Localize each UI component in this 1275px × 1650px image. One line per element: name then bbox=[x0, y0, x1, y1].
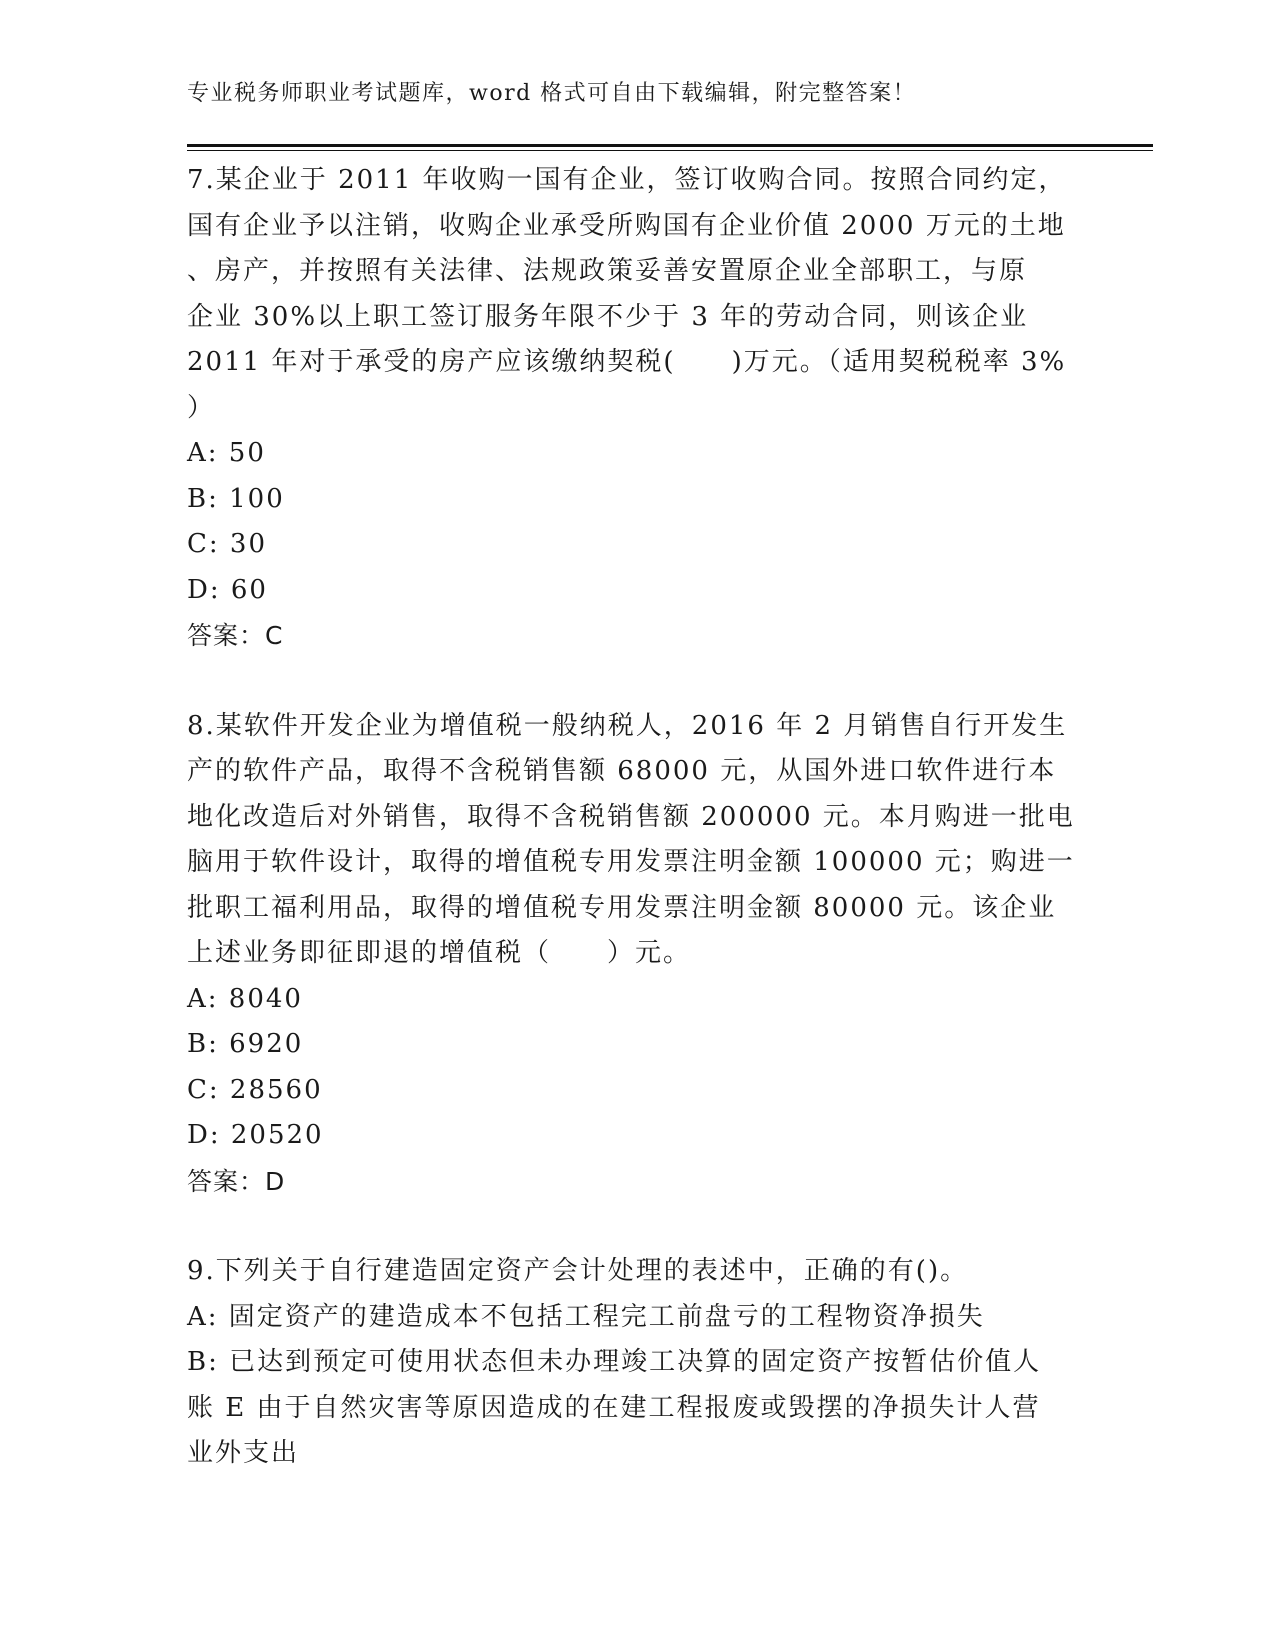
question-9 bbox=[187, 1249, 1087, 1477]
option-b: B: 已达到预定可使用状态但未办理竣工决算的固定资产按暂估价值人 bbox=[187, 1347, 1042, 1377]
question-text-line: 企业 30%以上职工签订服务年限不少于 3 年的劳动合同，则该企业 bbox=[187, 301, 1029, 332]
option-c: C: 28560 bbox=[187, 1074, 323, 1105]
option-a: A: 8040 bbox=[187, 983, 303, 1014]
option-a: A: 固定资产的建造成本不包括工程完工前盘亏的工程物资净损失 bbox=[187, 1301, 985, 1332]
header-rule-thin bbox=[187, 150, 1153, 151]
page-header: 专业税务师职业考试题库，word 格式可自由下载编辑，附完整答案！ bbox=[187, 81, 917, 106]
question-text-line: 批职工福利用品，取得的增值税专用发票注明金额 80000 元。该企业 bbox=[187, 892, 1057, 923]
option-b: B: 100 bbox=[187, 483, 285, 514]
option-b-continued: 业外支出 bbox=[187, 1438, 300, 1468]
option-b-continued: 账 E 由于自然灾害等原因造成的在建工程报废或毁摆的净损失计人营 bbox=[187, 1392, 1041, 1423]
option-c: C: 30 bbox=[187, 529, 268, 559]
option-d: D: 60 bbox=[187, 574, 268, 605]
answer-label: 答案：C bbox=[187, 621, 284, 650]
spacer bbox=[187, 659, 1087, 704]
question-text-line: 8.某软件开发企业为增值税一般纳税人，2016 年 2 月销售自行开发生 bbox=[187, 710, 1068, 741]
question-text-line: 、房产，并按照有关法律、法规政策妥善安置原企业全部职工，与原 bbox=[187, 256, 1028, 286]
option-b: B: 6920 bbox=[187, 1029, 304, 1059]
question-text-line: 脑用于软件设计，取得的增值税专用发票注明金额 100000 元；购进一 bbox=[187, 847, 1075, 877]
question-text-line: 9.下列关于自行建造固定资产会计处理的表述中，正确的有()。 bbox=[187, 1256, 969, 1286]
question-text-line: 2011 年对于承受的房产应该缴纳契税( )万元。（适用契税税率 3% bbox=[187, 347, 1067, 377]
question-text-line: ） bbox=[187, 392, 216, 423]
answer-label: 答案：D bbox=[187, 1166, 286, 1196]
question-7 bbox=[187, 158, 1087, 659]
header-rule-thick bbox=[187, 144, 1153, 147]
question-8 bbox=[187, 704, 1087, 1205]
question-text-line: 产的软件产品，取得不含税销售额 68000 元，从国外进口软件进行本 bbox=[187, 756, 1057, 786]
question-list bbox=[187, 158, 1087, 1477]
question-text-line: 地化改造后对外销售，取得不含税销售额 200000 元。本月购进一批电 bbox=[187, 801, 1075, 832]
option-d: D: 20520 bbox=[187, 1120, 324, 1150]
question-text-line: 7.某企业于 2011 年收购一国有企业，签订收购合同。按照合同约定， bbox=[187, 165, 1067, 195]
spacer bbox=[187, 1204, 1087, 1249]
question-text-line: 国有企业予以注销，收购企业承受所购国有企业价值 2000 万元的土地 bbox=[187, 210, 1066, 241]
question-text-line: 上述业务即征即退的增值税（ ）元。 bbox=[187, 938, 692, 968]
option-a: A: 50 bbox=[187, 438, 266, 468]
